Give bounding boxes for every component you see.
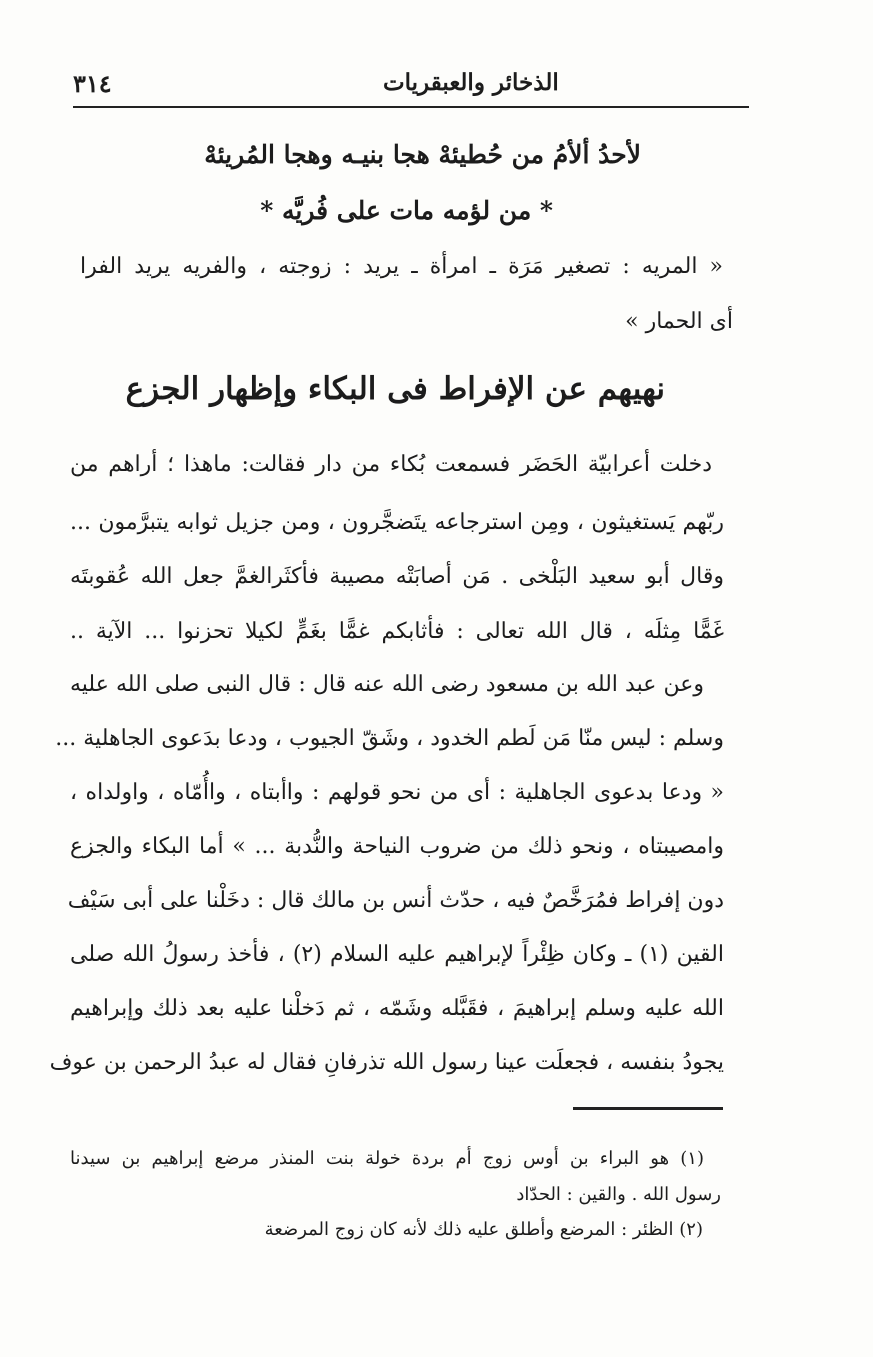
body-line: وعن عبد الله بن مسعود رضى الله عنه قال : قال النبى صلى الله عليه	[70, 672, 704, 697]
footnote-1-line-2: رسول الله . والقين : الحدّاد	[516, 1184, 721, 1205]
footnote-divider	[573, 1107, 723, 1110]
body-line: وسلم : ليس منّا مَن لَطم الخدود ، وشَقّ الجيوب ، ودعا بدَعوى الجاهلية ...	[55, 726, 724, 751]
body-line: « ودعا بدعوى الجاهلية : أى من نحو قولهم : واأبتاه ، واأُمّاه ، واولداه ،	[70, 780, 724, 805]
gloss-line-1: « المريه : تصغير مَرَة ـ امرأة ـ يريد : زوجته ، والفريه يريد الفرا	[80, 254, 723, 279]
page-header	[73, 69, 749, 98]
body-line: الله عليه وسلم إبراهيمَ ، فقَبَّله وشَمّه ، ثم دَخلْنا عليه بعد ذلك وإبراهيم	[70, 996, 724, 1021]
running-title: الذخائر والعبقريات	[383, 69, 559, 96]
body-line: دون إفراط فمُرَخَّصٌ فيه ، حدّث أنس بن مالك قال : دخَلْنا على أبى سَيْف	[67, 888, 724, 913]
body-line: غَمًّا مِثلَه ، قال الله تعالى : فأثابكم غمًّا بغَمٍّ لكيلا تحزنوا ... الآية ..	[70, 619, 724, 644]
page-number: ٣١٤	[73, 69, 112, 98]
footnote-1-line-1: (١) هو البراء بن أوس زوج أم بردة خولة بنت المنذر مرضع إبراهيم بن سيدنا	[70, 1148, 704, 1169]
poem-verse-2: * من لؤمه مات على فُريَّه *	[260, 196, 553, 225]
body-line: يجودُ بنفسه ، فجعلَت عينا رسول الله تذرفانِ فقال له عبدُ الرحمن بن عوف	[49, 1050, 724, 1075]
gloss-line-2: أى الحمار »	[625, 309, 733, 334]
body-line: القين (١) ـ وكان ظِئْراً لإبراهيم عليه السلام (٢) ، فأخذ رسولُ الله صلى	[70, 942, 724, 967]
footnote-2: (٢) الظئر : المرضع وأطلق عليه ذلك لأنه كان زوج المرضعة	[264, 1219, 703, 1240]
body-line: وقال أبو سعيد البَلْخى . مَن أصابَتْه مصيبة فأكثَرالغمَّ جعل الله عُقوبتَه	[70, 564, 724, 589]
poem-verse-1: لأحدُ ألأمُ من حُطيئهْ هجا بنيـه وهجا المُريئهْ	[204, 140, 641, 169]
body-line: دخلت أعرابيّة الحَضَر فسمعت بُكاء من دار فقالت: ماهذا ؛ أراهم من	[70, 452, 712, 477]
section-heading: نهيهم عن الإفراط فى البكاء وإظهار الجزع	[125, 371, 665, 407]
body-line: ربّهم يَستغيثون ، ومِن استرجاعه يتَضجَّرون ، ومن جزيل ثوابه يتبرَّمون ...	[70, 510, 724, 535]
body-line: وامصيبتاه ، ونحو ذلك من ضروب النياحة والنُّدبة ... » أما البكاء والجزع	[70, 834, 724, 859]
header-divider	[73, 106, 749, 108]
